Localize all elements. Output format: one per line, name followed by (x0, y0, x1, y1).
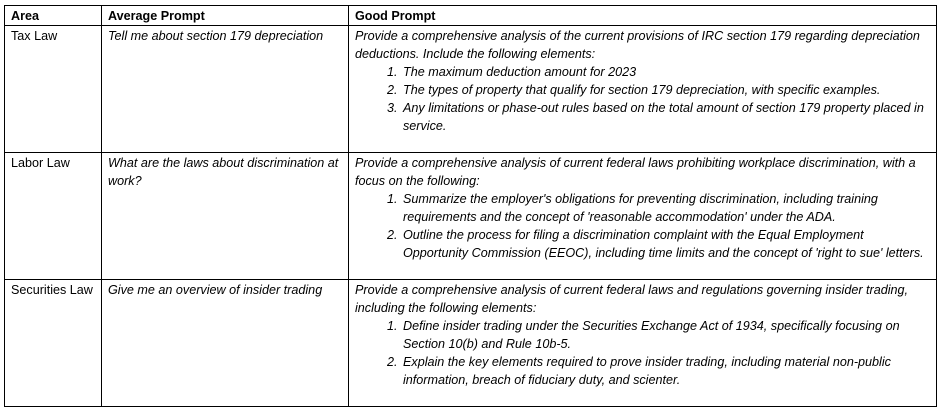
area-cell: Securities Law (5, 280, 102, 407)
element-list (355, 317, 930, 389)
good-prompt-intro: Provide a comprehensive analysis of the current provisions of IRC section 179 regarding depreciation deductions. Include the following elements: (355, 29, 920, 61)
header-area: Area (5, 6, 102, 26)
header-good-prompt: Good Prompt (349, 6, 937, 26)
element-list (355, 190, 930, 262)
area-cell: Labor Law (5, 153, 102, 280)
good-prompt-intro: Provide a comprehensive analysis of current federal laws prohibiting workplace discrimination, with a focus on the following: (355, 156, 916, 188)
good-prompt-intro: Provide a comprehensive analysis of current federal laws and regulations governing insider trading, including the following elements: (355, 283, 909, 315)
table-row (5, 280, 937, 407)
list-item: 3. Any limitations or phase-out rules based on the total amount of section 179 property placed in service. (401, 99, 930, 135)
good-prompt-cell (349, 280, 937, 407)
average-prompt-cell: Give me an overview of insider trading (102, 280, 349, 407)
average-prompt-cell: What are the laws about discrimination at work? (102, 153, 349, 280)
average-prompt-cell: Tell me about section 179 depreciation (102, 26, 349, 153)
list-item: 2. The types of property that qualify for section 179 depreciation, with specific examples. (401, 81, 930, 99)
list-item: 1. The maximum deduction amount for 2023 (401, 63, 930, 81)
list-item: 2. Explain the key elements required to prove insider trading, including material non-public information, breach of fiduciary duty, and scienter. (401, 353, 930, 389)
list-item: 1. Summarize the employer's obligations for preventing discrimination, including training requirements and the concept of 'reasonable accommodation' under the ADA. (401, 190, 930, 226)
list-item: 2. Outline the process for filing a discrimination complaint with the Equal Employment Opportunity Commission (EEOC), including time limits and the concept of 'right to sue' letters. (401, 226, 930, 262)
header-row (5, 6, 937, 26)
list-item: 1. Define insider trading under the Securities Exchange Act of 1934, specifically focusing on Section 10(b) and Rule 10b-5. (401, 317, 930, 353)
table-row (5, 153, 937, 280)
prompt-comparison-table (4, 5, 937, 407)
good-prompt-cell (349, 26, 937, 153)
area-cell: Tax Law (5, 26, 102, 153)
table-row (5, 26, 937, 153)
good-prompt-cell (349, 153, 937, 280)
element-list (355, 63, 930, 135)
header-average-prompt: Average Prompt (102, 6, 349, 26)
